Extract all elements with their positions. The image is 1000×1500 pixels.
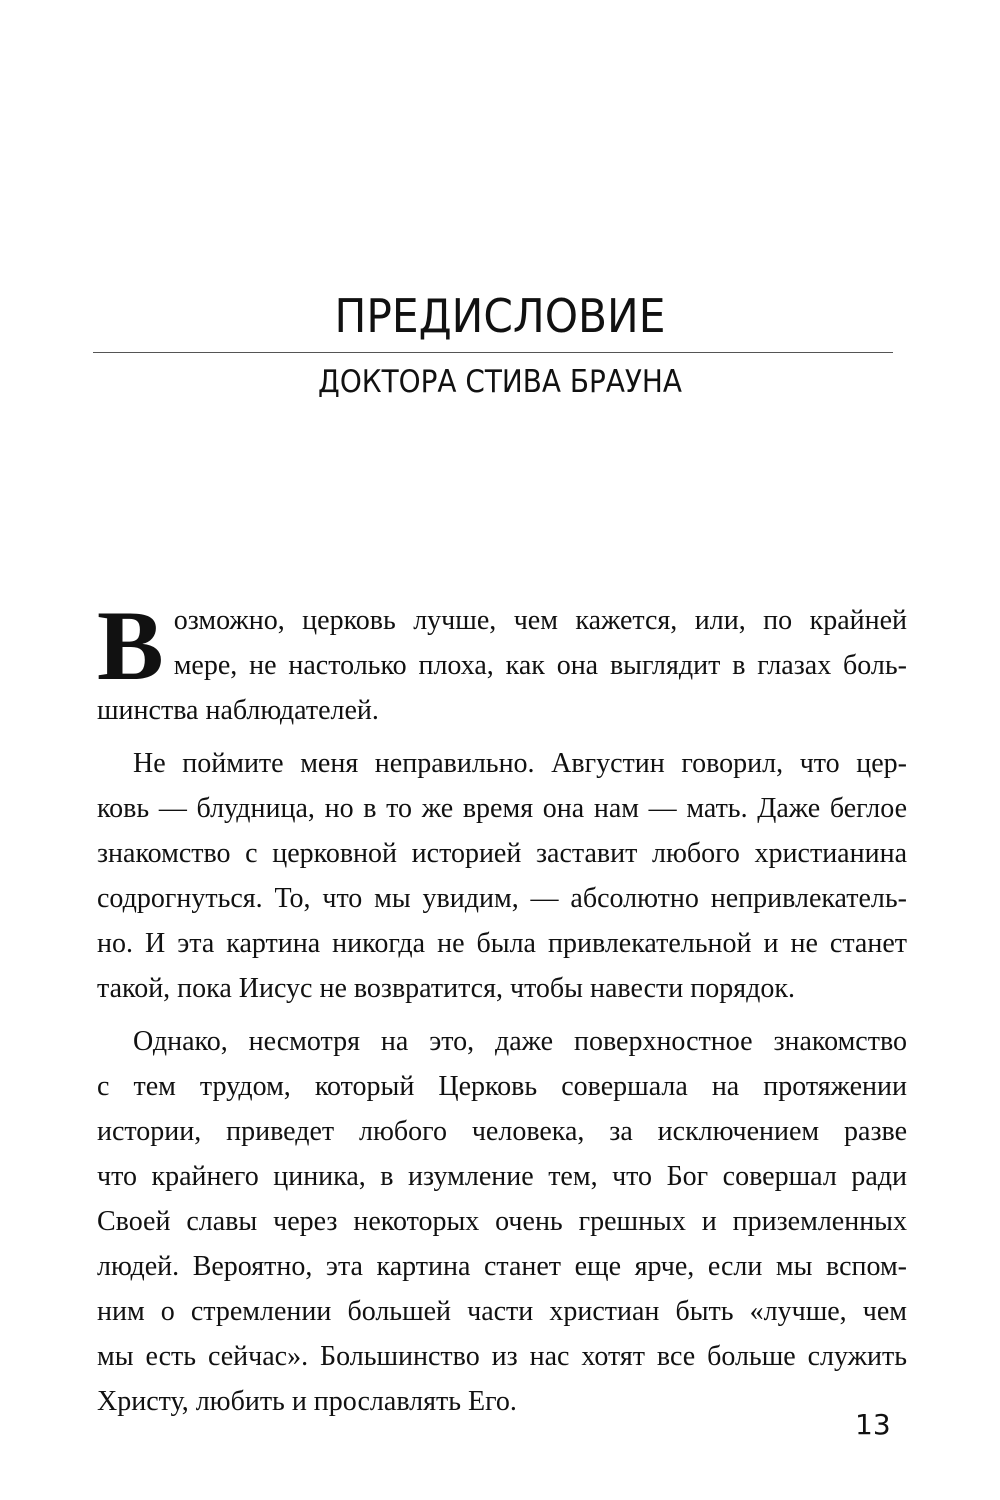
text-line: истории, приведет любого человека, за исключением разве [97, 1116, 907, 1147]
page-number: 13 [855, 1408, 891, 1441]
chapter-subtitle: ДОКТОРА СТИВА БРАУНА [318, 364, 682, 400]
text-line: Христу, любить и прославлять Его. [97, 1386, 517, 1417]
text-line: такой, пока Иисус не возвратится, чтобы навести порядок. [97, 973, 795, 1004]
title-divider [93, 352, 893, 353]
body-text [97, 590, 907, 1432]
text-line: людей. Вероятно, эта картина станет еще ярче, если мы вспом- [97, 1251, 907, 1282]
text-line: озможно, церковь лучше, чем кажется, или, по крайней [173, 605, 907, 636]
chapter-title: ПРЕДИСЛОВИЕ [334, 289, 666, 343]
paragraph-2 [97, 741, 907, 1011]
text-line: шинства наблюдателей. [97, 695, 379, 726]
text-line: знакомство с церковной историей заставит любого христианина [97, 838, 907, 869]
text-line: мере, не настолько плоха, как она выглядит в глазах боль- [173, 650, 907, 681]
paragraph-3 [97, 1019, 907, 1424]
text-line: но. И эта картина никогда не была привлекательной и не станет [97, 928, 907, 959]
text-line: что крайнего циника, в изумление тем, что Бог совершал ради [97, 1161, 907, 1192]
text-line: содрогнуться. То, что мы увидим, — абсолютно непривлекатель- [97, 883, 907, 914]
drop-cap: В [97, 590, 164, 701]
text-line: с тем трудом, который Церковь совершала на протяжении [97, 1071, 907, 1102]
text-line: Однако, несмотря на это, даже поверхностное знакомство [133, 1026, 907, 1057]
text-line: ним о стремлении большей части христиан быть «лучше, чем [97, 1296, 907, 1327]
text-line: Не поймите меня неправильно. Августин говорил, что цер- [133, 748, 907, 779]
text-line: Своей славы через некоторых очень грешных и приземленных [97, 1206, 907, 1237]
text-line: ковь — блудница, но в то же время она нам — мать. Даже беглое [97, 793, 907, 824]
paragraph-1 [97, 590, 907, 733]
text-line: мы есть сейчас». Большинство из нас хотят все больше служить [97, 1341, 907, 1372]
